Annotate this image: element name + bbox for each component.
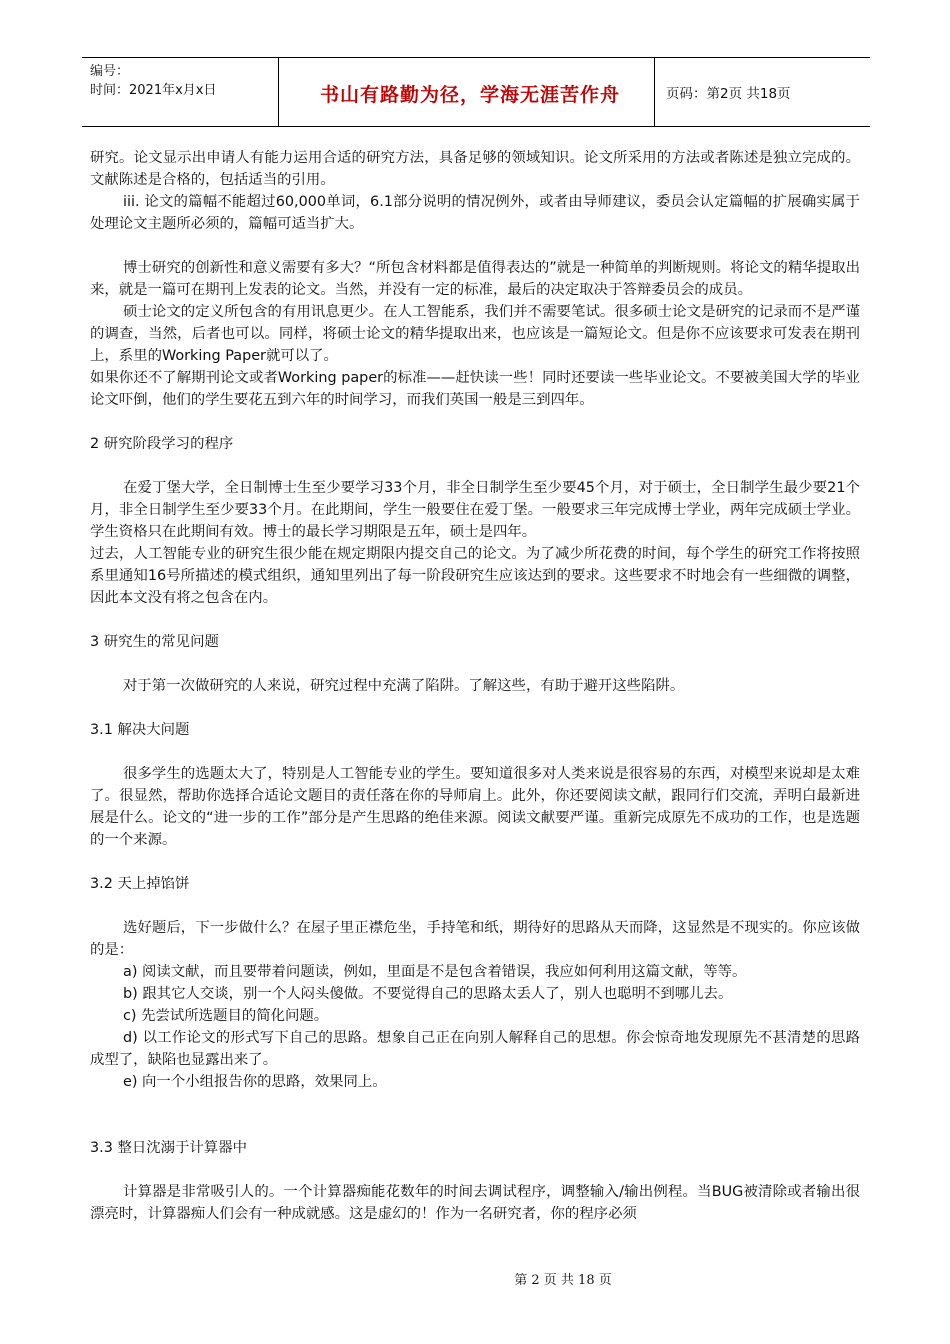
paragraph: 计算器是非常吸引人的。一个计算器痴能花数年的时间去调试程序，调整输入/输出例程。当BUG被清除或者输出很漂亮时，计算器痴人们会有一种成就感。这是虚幻的！作为一名研究者，你的程序必须 xyxy=(90,1184,860,1222)
subsection-heading: 3.1 解决大问题 xyxy=(90,722,190,738)
list-item: c) 先尝试所选题目的简化问题。 xyxy=(123,1008,329,1024)
document-time-label: 时间：2021年x月x日 xyxy=(90,83,217,98)
paragraph: iii. 论文的篇幅不能超过60,000单词，6.1部分说明的情况例外，或者由导师建议，委员会认定篇幅的扩展确实属于处理论文主题所必须的，篇幅可适当扩大。 xyxy=(90,194,860,232)
paragraph: 选好题后，下一步做什么？在屋子里正襟危坐，手持笔和纸，期待好的思路从天而降，这显然是不现实的。你应该做的是： xyxy=(90,920,860,958)
document-number-label: 编号： xyxy=(90,64,130,79)
page-header xyxy=(82,57,870,127)
paragraph: 对于第一次做研究的人来说，研究过程中充满了陷阱。了解这些，有助于避开这些陷阱。 xyxy=(123,678,685,694)
page-footer: 第 2 页 共 18 页 xyxy=(514,1273,612,1288)
paragraph: 过去，人工智能专业的研究生很少能在规定期限内提交自己的论文。为了减少所花费的时间，每个学生的研究工作将按照系里通知16号所描述的模式组织，通知里列出了每一阶段研究生应该达到的要求。这些要求不时地会有一些细微的调整，因此本文没有将之包含在内。 xyxy=(90,546,860,606)
paragraph: 在爱丁堡大学，全日制博士生至少要学习33个月，非全日制学生至少要45个月，对于硕士，全日制学生最少要21个月，非全日制学生至少要33个月。在此期间，学生一般要住在爱丁堡。一般要求三年完成博士学业，两年完成硕士学业。学生资格只在此期间有效。博士的最长学习期限是五年，硕士是四年。 xyxy=(90,480,860,540)
list-item: a) 阅读文献，而且要带着问题读，例如，里面是不是包含着错误，我应如何利用这篇文献，等等。 xyxy=(123,964,747,980)
paragraph: 博士研究的创新性和意义需要有多大？“所包含材料都是值得表达的”就是一种简单的判断规则。将论文的精华提取出来，就是一篇可在期刊上发表的论文。当然，并没有一定的标准，最后的决定取决于答辩委员会的成员。 xyxy=(90,260,860,298)
section-heading: 3 研究生的常见问题 xyxy=(90,634,219,650)
section-heading: 2 研究阶段学习的程序 xyxy=(90,436,234,452)
paragraph: 很多学生的选题太大了，特别是人工智能专业的学生。要知道很多对人类来说是很容易的东西，对模型来说却是太难了。很显然，帮助你选择合适论文题目的责任落在你的导师肩上。此外，你还要阅读文献，跟同行们交流，弄明白最新进展是什么。论文的“进一步的工作”部分是产生思路的绝佳来源。阅读文献要严谨。重新完成原先不成功的工作，也是选题的一个来源。 xyxy=(90,766,860,848)
paragraph: 研究。论文显示出申请人有能力运用合适的研究方法，具备足够的领域知识。论文所采用的方法或者陈述是独立完成的。文献陈述是合格的，包括适当的引用。 xyxy=(90,150,860,188)
document-body xyxy=(90,147,860,1225)
header-page-info: 页码：第2页 共18页 xyxy=(666,86,791,102)
paragraph: 硕士论文的定义所包含的有用讯息更少。在人工智能系，我们并不需要笔试。很多硕士论文是研究的记录而不是严谨的调查，当然，后者也可以。同样，将硕士论文的精华提取出来，也应该是一篇短论文。但是你不应该要求可发表在期刊上，系里的Working Paper就可以了。 xyxy=(90,304,860,364)
header-meta xyxy=(90,62,216,100)
list-item: e) 向一个小组报告你的思路，效果同上。 xyxy=(123,1074,387,1090)
subsection-heading: 3.3 整日沈溺于计算器中 xyxy=(90,1140,247,1156)
paragraph: 如果你还不了解期刊论文或者Working paper的标准——赶快读一些！同时还要读一些毕业论文。不要被美国大学的毕业论文吓倒，他们的学生要花五到六年的时间学习，而我们英国一般是三到四年。 xyxy=(90,370,860,408)
list-item: b) 跟其它人交谈，别一个人闷头傻做。不要觉得自己的思路太丢人了，别人也聪明不到哪儿去。 xyxy=(123,986,733,1002)
subsection-heading: 3.2 天上掉馅饼 xyxy=(90,876,190,892)
header-divider xyxy=(278,58,279,126)
header-motto: 书山有路勤为径，学海无涯苦作舟 xyxy=(319,84,620,106)
header-divider xyxy=(654,58,655,126)
list-item: d) 以工作论文的形式写下自己的思路。想象自己正在向别人解释自己的思想。你会惊奇地发现原先不甚清楚的思路成型了，缺陷也显露出来了。 xyxy=(90,1030,860,1068)
